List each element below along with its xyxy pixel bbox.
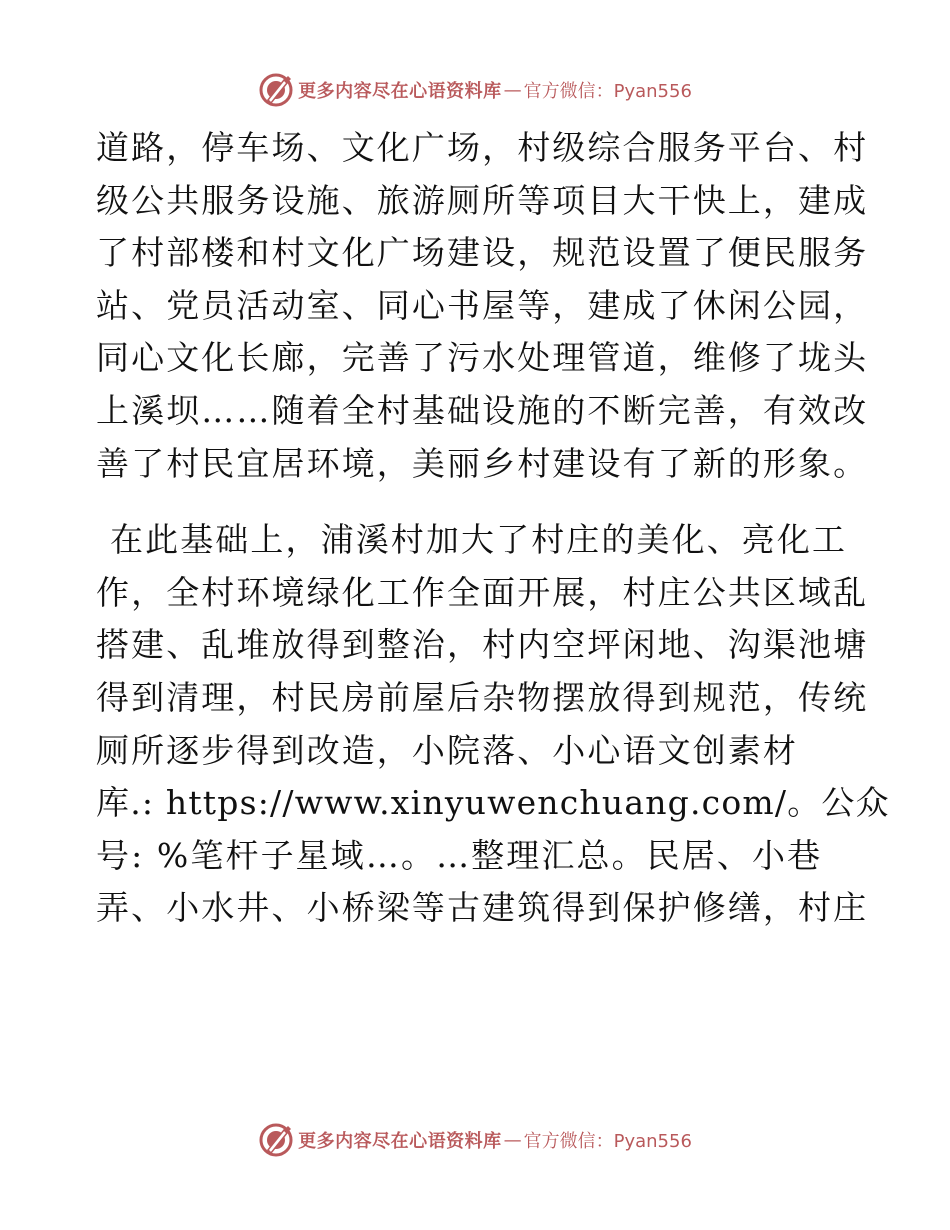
- banner-dash: —: [503, 79, 522, 101]
- text-line: 库.: https://www.xinyuwenchuang.com/。公众: [96, 783, 890, 823]
- header-banner: [0, 70, 950, 110]
- text-line: 善了村民宜居环境，美丽乡村建设有了新的形象。: [96, 443, 869, 483]
- paragraph-gap: [96, 490, 856, 514]
- banner-brand-text: 更多内容尽在心语资料库: [298, 81, 502, 102]
- paragraph-2: [96, 514, 890, 935]
- banner-wechat-text: 官方微信：Pyan556: [523, 81, 692, 102]
- pen-logo-icon: [258, 72, 294, 108]
- text-line: 弄、小水井、小桥梁等古建筑得到保护修缮，村庄: [96, 888, 869, 928]
- text-line: 在此基础上，浦溪村加大了村庄的美化、亮化工: [110, 520, 848, 560]
- pen-logo-icon: [258, 1122, 294, 1158]
- text-line: 道路，停车场、文化广场，村级综合服务平台、村: [96, 128, 869, 167]
- text-line: 号: %笔杆子星域…。…整理汇总。民居、小巷: [96, 835, 823, 875]
- paragraph-1: [96, 122, 869, 490]
- text-line: 作，全村环境绿化工作全面开展，村庄公共区域乱: [96, 572, 869, 612]
- banner-wechat-text: 官方微信：Pyan556: [523, 1131, 692, 1152]
- text-line: 站、党员活动室、同心书屋等，建成了休闲公园，: [96, 285, 869, 325]
- text-line: 厕所逐步得到改造，小院落、小心语文创素材: [96, 730, 798, 770]
- banner-dash: —: [503, 1129, 522, 1151]
- text-line: 上溪坝……随着全村基础设施的不断完善，有效改: [96, 390, 869, 430]
- footer-banner: [0, 1120, 950, 1160]
- text-line: 同心文化长廊，完善了污水处理管道，维修了垅头: [96, 338, 869, 378]
- text-line: 了村部楼和村文化广场建设，规范设置了便民服务: [96, 233, 869, 273]
- text-line: 级公共服务设施、旅游厕所等项目大干快上，建成: [96, 180, 869, 220]
- document-body: [96, 122, 890, 935]
- banner-brand-text: 更多内容尽在心语资料库: [298, 1131, 502, 1152]
- text-line: 搭建、乱堆放得到整治，村内空坪闲地、沟渠池塘: [96, 625, 869, 665]
- text-line: 得到清理，村民房前屋后杂物摆放得到规范，传统: [96, 677, 869, 717]
